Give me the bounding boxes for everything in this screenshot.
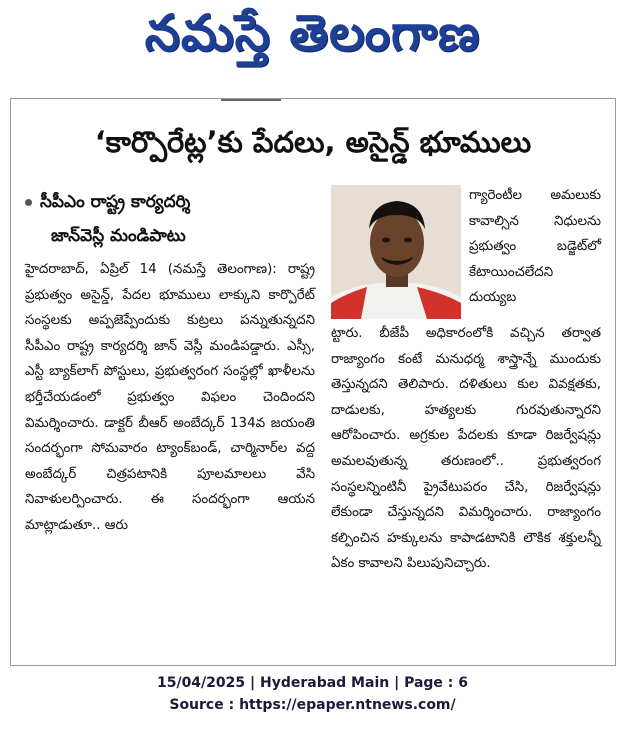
newspaper-masthead xyxy=(0,4,625,74)
article-subhead xyxy=(25,185,325,253)
bullet-icon xyxy=(25,199,32,206)
source-footer xyxy=(0,672,625,716)
body-paragraph: హైదరాబాద్, ఏప్రిల్ 14 (నమస్తే తెలంగాణ): రాష్ట్ర ప్రభుత్వం అసైన్డ్, పేదల భూములు లాక్కుని కార్పొరేట్ సంస్థలకు అప్పజెప్పేందుకు కుట్రలు పన్నుతున్నదని సీపీఎం రాష్ట్ర కార్యదర్శి జాన్ వెస్లీ మండిపడ్డారు. ఎస్సీ, ఎస్టీ బ్యాక్‌లాగ్ పోస్టులు, ప్రభుత్వరంగ సంస్థల్లో ఖాళీలను భర్తీచేయడంలో ప్రభుత్వం విఫలం చెందిందని విమర్శించారు. డాక్టర్ బీఆర్ అంబేద్కర్ 134వ జయంతి సందర్భంగా సోమవారం ట్యాంక్‌బండ్, చార్మినార్‌ల వద్ద అంబేద్కర్ చిత్రపటానికి పూలమాలలు వేసి నివాళులర్పించారు. ఈ సందర్భంగా ఆయన మాట్లాడుతూ.. ఆరు xyxy=(25,262,315,533)
portrait-photo xyxy=(331,185,461,319)
source-url: Source : https://epaper.ntnews.com/ xyxy=(169,697,456,713)
article-body-top-right-column xyxy=(469,183,601,311)
article-clipping xyxy=(10,98,616,666)
cropped-text-fragment xyxy=(221,99,281,105)
edition-info: 15/04/2025 | Hyderabad Main | Page : 6 xyxy=(156,675,469,691)
person-portrait-icon xyxy=(331,185,461,319)
subhead-line-1: సీపీఎం రాష్ట్ర కార్యదర్శి xyxy=(40,192,191,212)
body-paragraph: ట్టారు. బీజేపీ అధికారంలోకి వచ్చిన తర్వాత రాజ్యాంగం కంటే మనుధర్మ శాస్త్రాన్నే ముందుకు తెస్తున్నదని తెలిపారు. దళితులు కుల వివక్షతకు, దాడులకు, హత్యలకు గురవుతున్నారని ఆరోపించారు. అగ్రకుల పేదలకు కూడా రిజర్వేషన్లు అమలవుతున్న తరుణంలో.. ప్రభుత్వరంగ సంస్థలన్నింటినీ ప్రైవేటుపరం చేసి, రిజర్వేషన్లు లేకుండా చేస్తున్నదని విమర్శించారు. రాజ్యాంగం కల్పించిన హక్కులను కాపాడటానికి లౌకిక శక్తులన్నీ ఏకం కావాలని పిలుపునిచ్చారు. xyxy=(331,326,601,572)
article-headline: ‘కార్పొరేట్ల’కు పేదలు, అసైన్డ్ భూములు xyxy=(94,125,532,159)
body-paragraph: గ్యారెంటీల అమలుకు కావాల్సిన నిధులను ప్రభుత్వం బడ్జెట్‌లో కేటాయించలేదని దుయ్యబ xyxy=(469,188,601,306)
article-body-right-column xyxy=(331,321,601,577)
subhead-line-2: జాన్‌వెస్లీ మండిపాటు xyxy=(51,226,186,246)
masthead-title: నమస్తే తెలంగాణ xyxy=(144,3,481,62)
article-body-left-column xyxy=(25,257,315,539)
